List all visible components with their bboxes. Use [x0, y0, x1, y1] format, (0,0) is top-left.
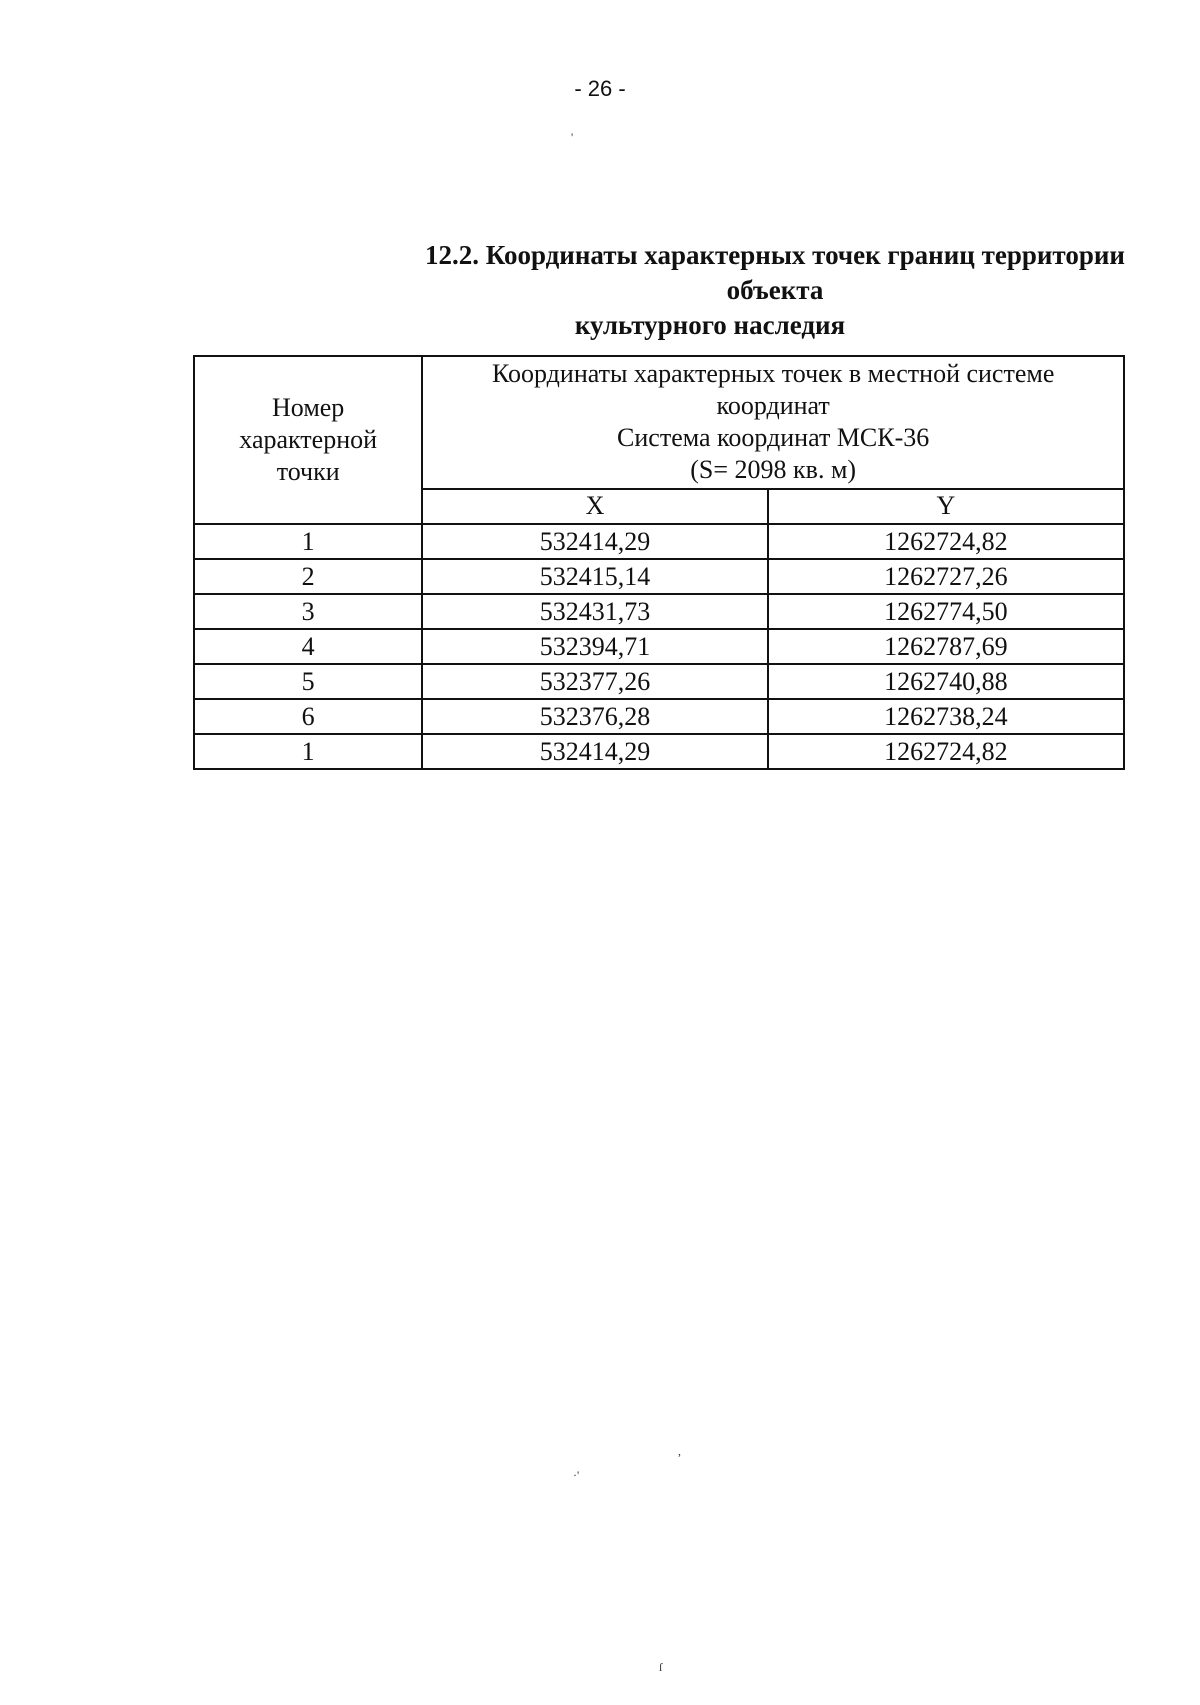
- coordinate-system-header: [422, 356, 1124, 489]
- point-cell: 5: [194, 664, 422, 699]
- y-cell: 1262740,88: [768, 664, 1124, 699]
- y-cell: 1262787,69: [768, 629, 1124, 664]
- section-title-line1: 12.2. Координаты характерных точек границ территории объекта: [425, 240, 1125, 305]
- y-cell: 1262724,82: [768, 524, 1124, 559]
- scan-speck: ': [571, 130, 574, 144]
- x-cell: 532414,29: [422, 734, 767, 769]
- table-row: [194, 734, 1124, 769]
- system-header-line: Координаты характерных точек в местной системе: [491, 359, 1055, 389]
- point-header-line: характерной: [239, 425, 378, 454]
- system-header-line: Система координат МСК-36: [617, 423, 930, 453]
- scan-speck: ſ: [659, 1660, 663, 1674]
- table-row: [194, 664, 1124, 699]
- point-header-line: Номер: [272, 393, 345, 422]
- page-number: - 26 -: [574, 76, 626, 101]
- scan-speck: ,: [678, 1444, 681, 1458]
- point-cell: 4: [194, 629, 422, 664]
- x-cell: 532394,71: [422, 629, 767, 664]
- system-header-line: (S= 2098 кв. м): [690, 455, 857, 485]
- y-cell: 1262724,82: [768, 734, 1124, 769]
- point-cell: 1: [194, 734, 422, 769]
- y-cell: 1262774,50: [768, 594, 1124, 629]
- point-cell: 6: [194, 699, 422, 734]
- table-row: [194, 559, 1124, 594]
- y-column-header: Y: [768, 489, 1124, 524]
- y-cell: 1262738,24: [768, 699, 1124, 734]
- section-title-line2: культурного наследия: [574, 310, 846, 340]
- table-row: [194, 524, 1124, 559]
- point-cell: 1: [194, 524, 422, 559]
- table-row: [194, 629, 1124, 664]
- point-cell: 2: [194, 559, 422, 594]
- section-title: [200, 238, 1140, 343]
- x-cell: 532377,26: [422, 664, 767, 699]
- x-cell: 532376,28: [422, 699, 767, 734]
- y-cell: 1262727,26: [768, 559, 1124, 594]
- point-cell: 3: [194, 594, 422, 629]
- point-number-header: [194, 356, 422, 524]
- table-row: [194, 594, 1124, 629]
- point-header-line: точки: [276, 457, 340, 486]
- coordinates-table: [193, 355, 1125, 770]
- scan-speck: ·': [573, 1468, 580, 1482]
- table-row: [194, 699, 1124, 734]
- system-header-line: координат: [716, 391, 830, 421]
- x-cell: 532415,14: [422, 559, 767, 594]
- x-cell: 532414,29: [422, 524, 767, 559]
- x-cell: 532431,73: [422, 594, 767, 629]
- x-column-header: X: [422, 489, 767, 524]
